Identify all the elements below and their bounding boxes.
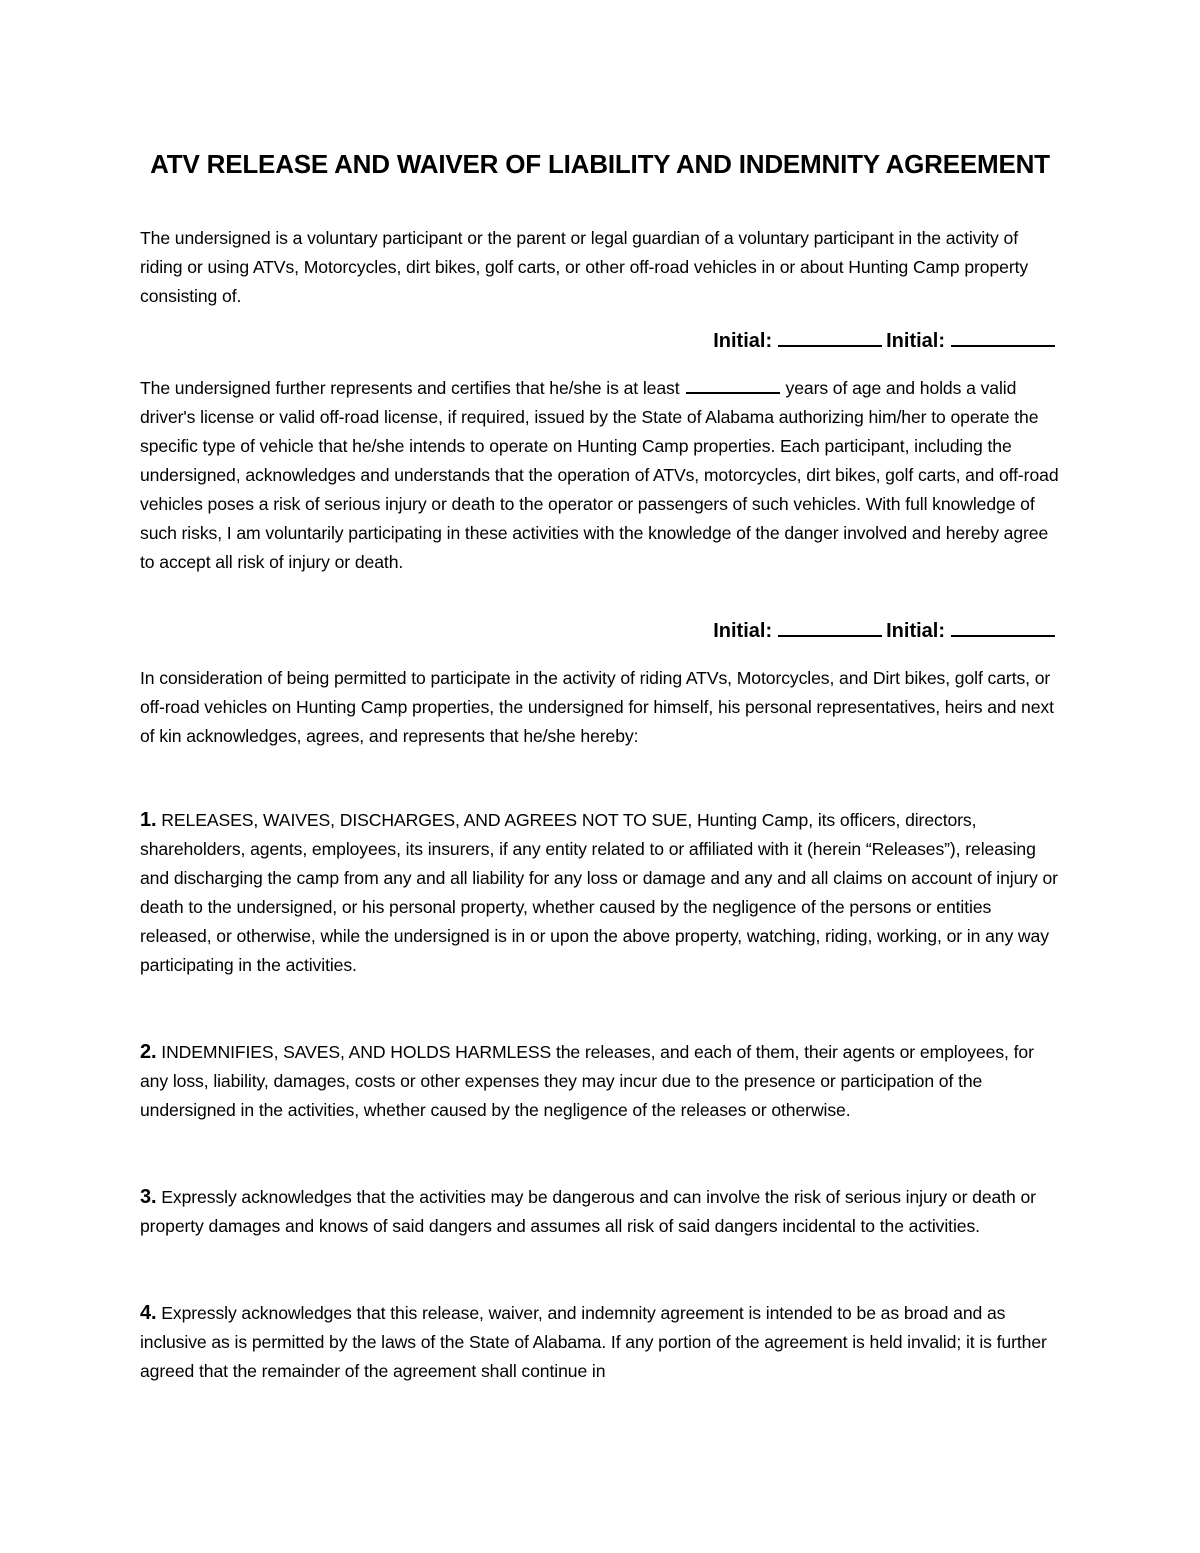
initial-blank[interactable] [778, 617, 882, 637]
clause-1 [140, 806, 1060, 980]
clause-number: 4. [140, 1302, 157, 1324]
clause-2 [140, 1038, 1060, 1125]
clause-text: RELEASES, WAIVES, DISCHARGES, AND AGREES NOT TO SUE, Hunting Camp, its officers, directors, shareholders, agents, employees, its insurers, if any entity related to or affiliated with it (herein “Releases”), releasing and discharging the camp from any and all liability for any loss or damage and any and all claims on account of injury or death to the undersigned, or his personal property, whether caused by the negligence of the persons or entities released, or otherwise, while the undersigned is in or upon the above property, watching, riding, working, or in any way participating in the activities. [140, 810, 1058, 975]
initial-label: Initial: [713, 330, 773, 352]
initial-blank[interactable] [778, 327, 882, 347]
clause-number: 1. [140, 809, 157, 831]
age-blank[interactable] [686, 376, 780, 394]
initials-line-2 [713, 616, 1059, 646]
document-title: ATV RELEASE AND WAIVER OF LIABILITY AND INDEMNITY AGREEMENT [150, 149, 1050, 179]
clause-3 [140, 1183, 1060, 1241]
initial-label: Initial: [886, 620, 945, 642]
representation-text-after: years of age and holds a valid driver's license or valid off-road license, if required, issued by the State of Alabama authorizing him/her to operate the specific type of vehicle that he/she intends to operate on Hunting Camp properties. Each participant, including the undersigned, acknowledges and understands that the operation of ATVs, motorcycles, dirt bikes, golf carts, and off-road vehicles poses a risk of serious injury or death to the operator or passengers of such vehicles. With full knowledge of such risks, I am voluntarily participating in these activities with the knowledge of the danger involved and hereby agree to accept all risk of injury or death. [140, 378, 1059, 572]
clause-text: Expressly acknowledges that the activities may be dangerous and can involve the risk of serious injury or death or property damages and knows of said dangers and assumes all risk of said dangers incidental to the activities. [140, 1187, 1036, 1236]
initials-line-1 [713, 326, 1059, 356]
intro-paragraph: The undersigned is a voluntary participant or the parent or legal guardian of a voluntary participant in the activity of riding or using ATVs, Motorcycles, dirt bikes, golf carts, or other off-road vehicles in or about Hunting Camp property consisting of. [140, 228, 1029, 306]
clause-number: 2. [140, 1041, 157, 1063]
initial-label: Initial: [713, 620, 773, 642]
initial-label: Initial: [886, 330, 945, 352]
representation-text-before: The undersigned further represents and certifies that he/she is at least [140, 378, 680, 398]
clause-text: Expressly acknowledges that this release, waiver, and indemnity agreement is intended to be as broad and as inclusive as is permitted by the laws of the State of Alabama. If any portion of the agreement is held invalid; it is further agreed that the remainder of the agreement shall continue in [140, 1303, 1047, 1381]
initial-blank[interactable] [951, 617, 1055, 637]
initial-blank[interactable] [951, 327, 1055, 347]
clause-number: 3. [140, 1186, 157, 1208]
representation-paragraph [140, 374, 1060, 577]
consideration-paragraph: In consideration of being permitted to participate in the activity of riding ATVs, Motorcycles, and Dirt bikes, golf carts, or off-road vehicles on Hunting Camp properties, the undersigned for himself, his personal representatives, heirs and next of kin acknowledges, agrees, and represents that he/she hereby: [140, 668, 1054, 746]
clause-text: INDEMNIFIES, SAVES, AND HOLDS HARMLESS the releases, and each of them, their agents or employees, for any loss, liability, damages, costs or other expenses they may incur due to the presence or participation of the undersigned in the activities, whether caused by the negligence of the releases or otherwise. [140, 1042, 1034, 1120]
clause-4 [140, 1299, 1060, 1386]
